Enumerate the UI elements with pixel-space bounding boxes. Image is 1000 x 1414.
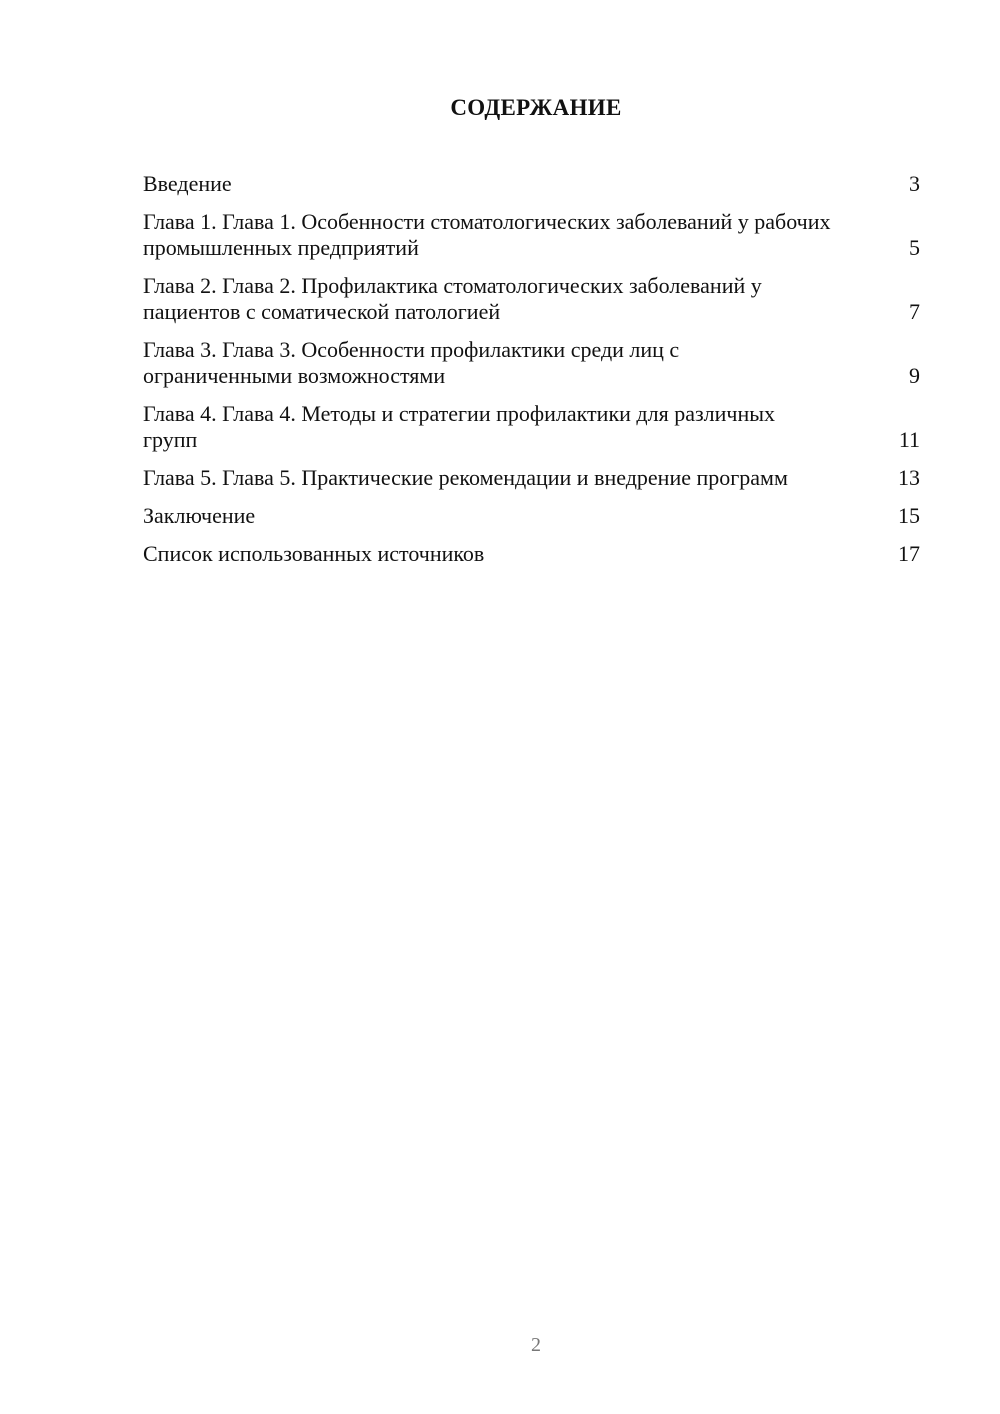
toc-entry-chapter-4[interactable] [143,401,920,453]
toc-entry-title: Список использованных источников [143,541,485,566]
toc-entry-page: 9 [909,363,920,388]
toc-entry-title: Глава 2. Глава 2. Профилактика стоматологических заболеваний у пациентов с соматической патологией [143,273,762,324]
toc-entry-chapter-1[interactable] [143,209,920,261]
toc-entry-title: Введение [143,171,232,196]
toc-entry-chapter-5[interactable] [143,465,920,491]
toc-entry-page: 5 [909,235,920,260]
toc-entry-page: 3 [909,171,920,196]
toc-entry-page: 17 [898,541,920,566]
toc-entry-page: 7 [909,299,920,324]
toc-entry-chapter-3[interactable] [143,337,920,389]
toc-entry-references[interactable] [143,541,920,567]
toc-entry-page: 11 [898,427,920,452]
toc-entry-title: Глава 3. Глава 3. Особенности профилактики среди лиц с ограниченными возможностями [143,337,680,388]
toc-entry-introduction[interactable] [143,171,920,197]
toc-entry-page: 15 [898,503,920,528]
toc-entry-title: Глава 4. Глава 4. Методы и стратегии профилактики для различных групп [143,401,776,452]
toc-entry-conclusion[interactable] [143,503,920,529]
page-number: 2 [531,1334,541,1356]
toc-entry-chapter-2[interactable] [143,273,920,325]
toc-entry-page: 13 [898,465,920,490]
toc-entry-title: Заключение [143,503,256,528]
toc-entry-title: Глава 1. Глава 1. Особенности стоматологических заболеваний у рабочих промышленных предприятий [143,209,831,260]
toc-entry-title: Глава 5. Глава 5. Практические рекомендации и внедрение программ [143,465,788,490]
table-of-contents [143,171,920,579]
toc-heading: СОДЕРЖАНИЕ [450,95,622,120]
